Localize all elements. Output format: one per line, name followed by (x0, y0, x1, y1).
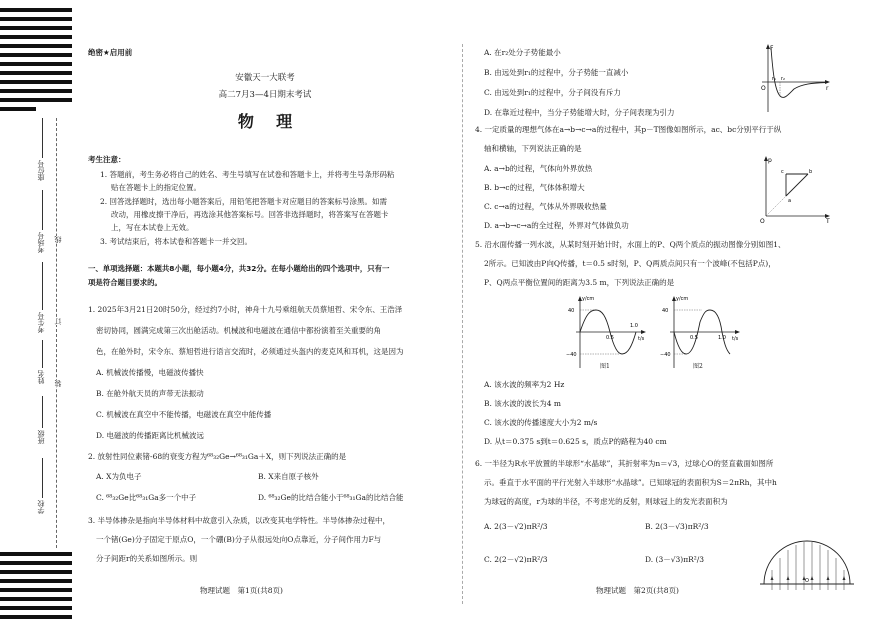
q5-stem-a: 5. 沿水面传播一列水波，从某时刻开始计时，水面上的P、Q两个质点的振动图像分别如图1、 (475, 240, 786, 249)
q2-option-b: B. X来自原子核外 (258, 472, 319, 481)
exam-title: 高二7月3—4日期末考试 (218, 90, 312, 100)
q4-option-b: B. b→c的过程，气体体积增大 (484, 183, 585, 192)
hemisphere-diagram (758, 510, 856, 590)
student-id-line (42, 262, 43, 310)
q3-option-a: A. 在r₂处分子势能最小 (484, 48, 561, 57)
seal-line-char: 线 (54, 236, 62, 243)
student-id-label: 考生号 (37, 312, 45, 333)
q4-option-c: C. c→a的过程，气体从外界吸收热量 (484, 202, 607, 211)
notice-2a: 2. 回答选择题时，选出每小题答案后，用铅笔把答题卡对应题目的答案标号涂黑。如需 (100, 197, 388, 206)
q6-option-b: B. 2(3－√3)πR²/3 (645, 522, 709, 531)
school-label: 学校 (37, 500, 45, 514)
seat-label: 座位号 (37, 160, 45, 181)
q4-stem-a: 4. 一定质量的理想气体在a→b→c→a的过程中，其p－T图像如图所示，ac、bc分别平行于纵 (475, 125, 782, 134)
pressure-temperature-graph (752, 152, 836, 224)
q4-stem-b: 轴和横轴，下列说法正确的是 (484, 144, 582, 153)
name-label: 姓名 (37, 370, 45, 384)
graph-t-label: T (826, 218, 830, 224)
seal-bind-char: 装 (54, 380, 62, 387)
notice-2c: 上，写在本试卷上无效。 (111, 223, 194, 232)
point-b-label: b (809, 169, 813, 175)
notice-title: 考生注意： (88, 155, 126, 164)
exam-no-line (42, 190, 43, 230)
graph2-y-label: y/cm (676, 296, 689, 302)
q2-option-a: A. X为负电子 (96, 472, 142, 481)
q2-stem: 2. 放射性同位素锗-68的衰变方程为⁶⁸₃₂Ge→⁶⁸₃₁Ga＋X，则下列说法正确的是 (88, 452, 347, 461)
secret-label: 绝密★启用前 (88, 48, 133, 57)
graph-r-label: r (826, 85, 829, 92)
notice-1a: 1. 答题前，考生务必将自己的姓名、考生号填写在试卷和答题卡上，并将考生号条形码粘 (100, 170, 395, 179)
section1-heading-a: 一、单项选择题：本题共8小题，每小题4分，共32分。在每小题给出的四个选项中，只有一 (88, 264, 390, 273)
vibration-graph-2 (660, 292, 746, 372)
seat-line (42, 118, 43, 158)
point-a-label: a (788, 198, 792, 204)
notice-3: 3. 考试结束后，将本试卷和答题卡一并交回。 (100, 237, 253, 246)
q5-option-b: B. 该水波的波长为4 m (484, 399, 562, 408)
seal-order-char: 订 (54, 318, 62, 325)
seal-dashed-line (56, 118, 57, 548)
page2-footer: 物理试题 第2页(共8页) (596, 586, 679, 595)
graph2-t-half: 0.5 (690, 335, 698, 341)
force-distance-graph (750, 40, 832, 118)
graph-f-label: F (770, 45, 774, 52)
q1-option-a: A. 机械波传播慢，电磁波传播快 (96, 368, 204, 377)
q3-option-c: C. 由远处到r₁的过程中，分子间没有斥力 (484, 88, 621, 97)
graph1-y-label: y/cm (582, 296, 595, 302)
notice-1b: 贴在答题卡上的指定位置。 (111, 183, 201, 192)
q6-option-d: D. (3－√3)πR²/3 (645, 555, 705, 564)
fig1-caption: 图1 (600, 363, 610, 370)
q1-option-d: D. 电磁波的传播距离比机械波远 (96, 431, 205, 440)
point-c-label: c (781, 169, 784, 175)
graph-p-label: p (768, 157, 772, 164)
q3-stem-b: 一个锗(Ge)分子固定于原点O，一个硼(B)分子从很远处向O点靠近，分子间作用力F与 (96, 535, 382, 544)
fig2-caption: 图2 (693, 363, 703, 370)
q5-stem-b: 2所示。已知波由P向Q传播，t＝0.5 s时刻，P、Q两质点间只有一个波峰(不包括P点)， (484, 259, 776, 268)
q6-option-c: C. 2(2－√2)πR²/3 (484, 555, 548, 564)
graph-r2-label: r₂ (781, 76, 786, 82)
q6-stem-a: 6. 一半径为R水平放置的半球形“水晶球”，其折射率为n＝√3，过球心O的竖直截面如图所 (475, 459, 774, 468)
page1-footer: 物理试题 第1页(共8页) (200, 586, 283, 595)
graph1-t-axis: t/s (638, 336, 645, 342)
section1-heading-b: 项是符合题目要求的。 (88, 278, 162, 287)
q3-stem-c: 分子间距r的关系如图所示。则 (96, 554, 198, 563)
q2-option-d: D. ⁶⁸₃₂Ge的比结合能小于⁶⁸₃₁Ga的比结合能 (258, 493, 404, 502)
graph2-y-max: 40 (662, 308, 669, 314)
q3-stem-a: 3. 半导体掺杂是指向半导体材料中故意引入杂质，以改变其电学特性。半导体掺杂过程中， (88, 516, 391, 525)
q1-stem-a: 1. 2025年3月21日20时50分，经过约7小时，神舟十九号乘组航天员蔡旭哲、宋令东、王浩泽 (88, 305, 403, 314)
q5-option-a: A. 该水波的频率为2 Hz (484, 380, 565, 389)
graph-origin-label: O (761, 85, 766, 92)
org-name: 安徽天一大联考 (235, 73, 295, 83)
graph-pt-origin-label: O (760, 218, 765, 224)
q6-stem-b: 示。垂直于水平面的平行光射入半球形“水晶球”。已知球冠的表面积为S＝2πRh，其中h (484, 478, 777, 487)
q3-option-d: D. 在靠近过程中，当分子势能增大时，分子间表现为引力 (484, 108, 675, 117)
q4-option-a: A. a→b的过程，气体向外界放热 (484, 164, 593, 173)
q3-option-b: B. 由远处到r₁的过程中，分子势能一直减小 (484, 68, 629, 77)
class-label: 班级 (37, 430, 45, 444)
notice-2b: 改动，用橡皮擦干净后，再选涂其他答案标号。回答非选择题时，将答案写在答题卡 (111, 210, 389, 219)
q1-stem-b: 密切协同，圆满完成第三次出舱活动。机械波和电磁波在通信中都扮演着至关重要的角 (96, 326, 381, 335)
sphere-center-label: O (805, 578, 809, 584)
q1-option-c: C. 机械波在真空中不能传播，电磁波在真空中能传播 (96, 410, 272, 419)
graph-r1-label: r₁ (772, 76, 777, 82)
vibration-graph-1 (566, 292, 652, 372)
q5-option-d: D. 从t＝0.375 s到t＝0.625 s，质点P的路程为40 cm (484, 437, 667, 446)
q4-option-d: D. a→b→c→a的全过程，外界对气体做负功 (484, 221, 629, 230)
q2-option-c: C. ⁶⁸₃₂Ge比⁶⁸₃₁Ga多一个中子 (96, 493, 197, 502)
graph2-y-min: −40 (660, 352, 671, 358)
q1-stem-c: 色，在舱外时，宋令东、蔡旭哲进行语言交流时，必须通过头盔内的麦克风和耳机，这是因为 (96, 347, 404, 356)
q1-option-b: B. 在舱外航天员的声带无法振动 (96, 389, 204, 398)
school-line (42, 458, 43, 498)
q5-stem-c: P、Q两点平衡位置间的距离为3.5 m，下列说法正确的是 (484, 278, 675, 287)
name-line (42, 340, 43, 368)
graph2-t-axis: t/s (732, 336, 739, 342)
graph1-t-one: 1.0 (630, 323, 638, 329)
page-divider (462, 44, 463, 604)
q6-stem-c: 为球冠的高度，r为球的半径，不考虑光的反射，则球冠上的发光表面积为 (484, 497, 728, 506)
q5-option-c: C. 该水波的传播速度大小为2 m/s (484, 418, 598, 427)
graph1-y-max: 40 (568, 308, 575, 314)
subject-title: 物 理 (237, 112, 293, 131)
graph1-y-min: −40 (566, 352, 577, 358)
exam-no-label: 考场号 (37, 232, 45, 253)
graph2-t-one: 1.0 (718, 335, 726, 341)
class-line (42, 396, 43, 428)
q6-option-a: A. 2(3－√2)πR²/3 (484, 522, 548, 531)
graph1-t-half: 0.5 (606, 335, 614, 341)
